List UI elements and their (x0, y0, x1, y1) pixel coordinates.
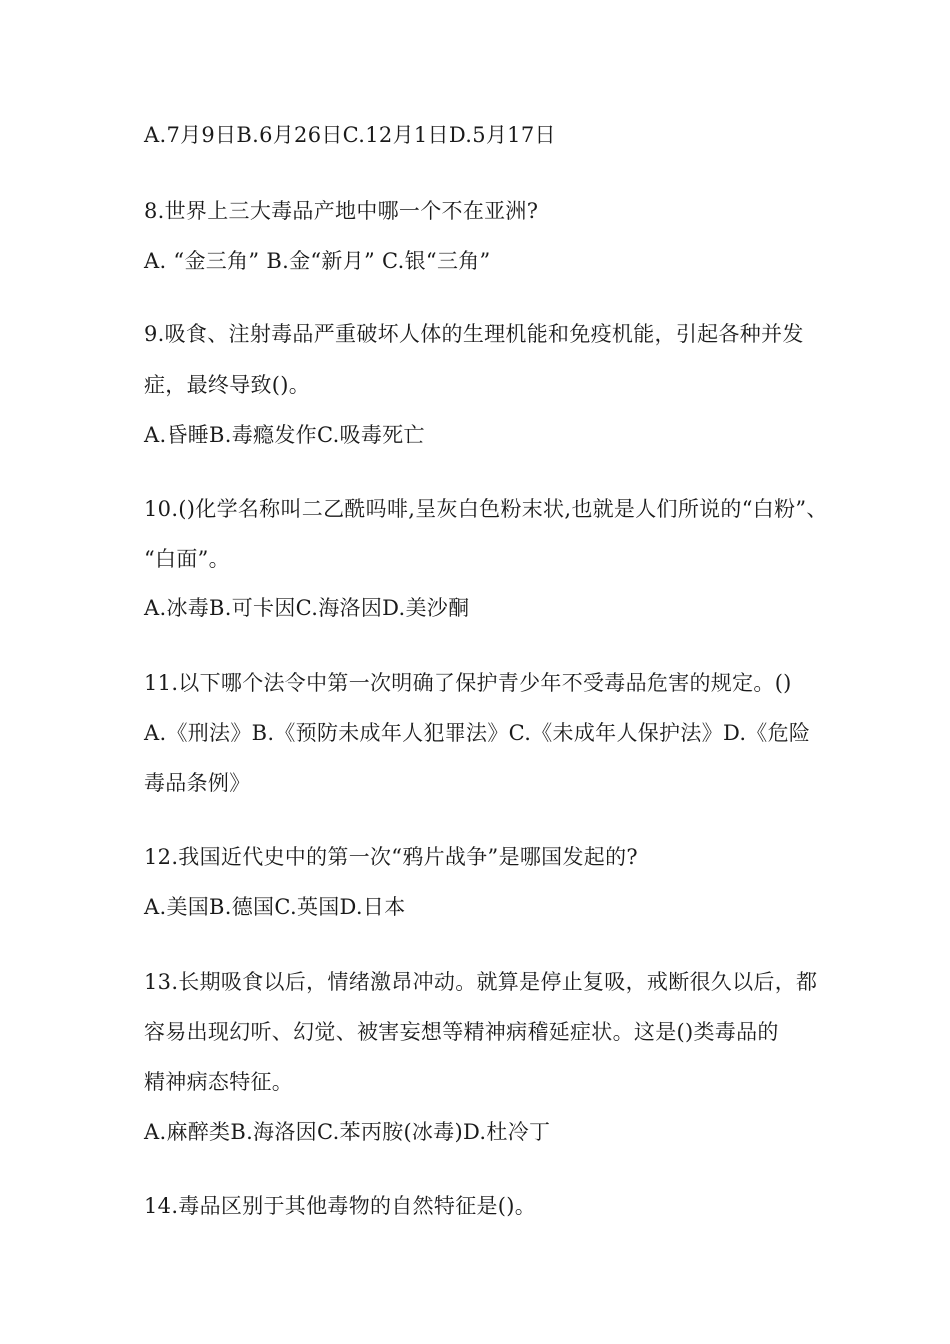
q11-question: 11.以下哪个法令中第一次明确了保护青少年不受毒品危害的规定。() (144, 671, 792, 695)
q9-options: A.昏睡B.毒瘾发作C.吸毒死亡 (144, 423, 425, 447)
q13-question-line2: 容易出现幻听、幻觉、被害妄想等精神病稽延症状。这是()类毒品的 (144, 1020, 779, 1044)
q13-question-line3: 精神病态特征。 (144, 1070, 294, 1094)
q13-options: A.麻醉类B.海洛因C.苯丙胺(冰毒)D.杜冷丁 (144, 1120, 551, 1144)
q12-question: 12.我国近代史中的第一次“鸦片战争”是哪国发起的? (144, 845, 638, 869)
q11-options-line1: A.《刑法》B.《预防未成年人犯罪法》C.《未成年人保护法》D.《危险 (144, 721, 811, 745)
q12-options: A.美国B.德国C.英国D.日本 (144, 895, 406, 919)
q9-question-line1: 9.吸食、注射毒品严重破坏人体的生理机能和免疫机能，引起各种并发 (144, 322, 804, 346)
q10-options: A.冰毒B.可卡因C.海洛因D.美沙酮 (144, 596, 470, 620)
q10-question-line1: 10.()化学名称叫二乙酰吗啡,呈灰白色粉末状,也就是人们所说的“白粉”、 (144, 497, 828, 521)
q9-question-line2: 症，最终导致()。 (144, 373, 311, 397)
q10-question-line2: “白面”。 (144, 547, 230, 571)
q13-question-line1: 13.长期吸食以后，情绪激昂冲动。就算是停止复吸，戒断很久以后，都 (144, 970, 818, 994)
q8-question: 8.世界上三大毒品产地中哪一个不在亚洲? (144, 199, 539, 223)
q8-options: A. “金三角” B.金“新月” C.银“三角” (144, 249, 491, 273)
q14-question: 14.毒品区别于其他毒物的自然特征是()。 (144, 1194, 537, 1218)
q11-options-line2: 毒品条例》 (144, 771, 251, 795)
q7-options: A.7月9日B.6月26日C.12月1日D.5月17日 (144, 123, 556, 147)
